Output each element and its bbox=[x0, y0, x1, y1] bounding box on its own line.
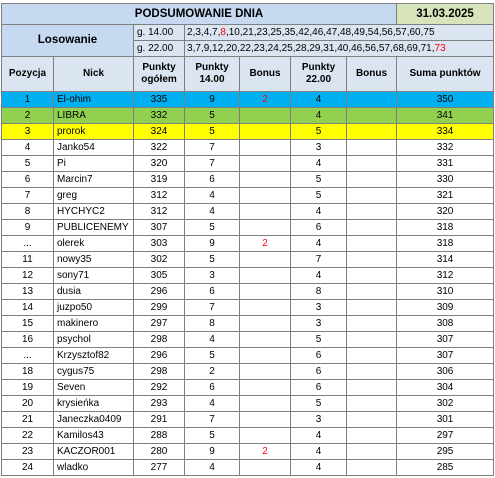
bonus-1400-cell bbox=[240, 300, 291, 316]
sum-points-cell: 307 bbox=[397, 332, 494, 348]
draw-number: 60 bbox=[409, 27, 421, 38]
points-1400-cell: 5 bbox=[185, 220, 240, 236]
draw-time-2200: g. 22.00 bbox=[134, 41, 185, 57]
table-row bbox=[2, 252, 494, 268]
col-header-total-points: Punkty ogółem bbox=[134, 57, 185, 92]
bonus-2200-cell bbox=[347, 268, 397, 284]
bonus-2200-cell bbox=[347, 140, 397, 156]
bonus-1400-cell bbox=[240, 348, 291, 364]
bonus-2200-cell bbox=[347, 348, 397, 364]
sum-points-cell: 295 bbox=[397, 444, 494, 460]
position-cell: 15 bbox=[2, 316, 54, 332]
bonus-2200-cell bbox=[347, 460, 397, 476]
table-row bbox=[2, 268, 494, 284]
bonus-1400-cell bbox=[240, 220, 291, 236]
table-row bbox=[2, 220, 494, 236]
nick-cell: dusia bbox=[54, 284, 134, 300]
bonus-1400-cell bbox=[240, 332, 291, 348]
points-2200-cell: 4 bbox=[291, 204, 347, 220]
position-cell: 2 bbox=[2, 108, 54, 124]
bonus-1400-cell bbox=[240, 140, 291, 156]
table-row bbox=[2, 348, 494, 364]
position-cell: 5 bbox=[2, 156, 54, 172]
bonus-1400-cell bbox=[240, 380, 291, 396]
points-2200-cell: 4 bbox=[291, 92, 347, 108]
sum-points-cell: 285 bbox=[397, 460, 494, 476]
draw-number: 3 bbox=[195, 27, 201, 38]
draw-number: 25 bbox=[281, 43, 293, 54]
position-cell: 7 bbox=[2, 188, 54, 204]
sum-points-cell: 318 bbox=[397, 236, 494, 252]
bonus-1400-cell: 2 bbox=[240, 92, 291, 108]
points-1400-cell: 4 bbox=[185, 332, 240, 348]
bonus-2200-cell bbox=[347, 108, 397, 124]
draw-time-1400: g. 14.00 bbox=[134, 25, 185, 41]
sum-points-cell: 307 bbox=[397, 348, 494, 364]
points-2200-cell: 4 bbox=[291, 268, 347, 284]
total-points-cell: 303 bbox=[134, 236, 185, 252]
points-2200-cell: 3 bbox=[291, 316, 347, 332]
draw-number: 47 bbox=[326, 27, 338, 38]
draw-number: 3 bbox=[187, 43, 193, 54]
position-cell: 4 bbox=[2, 140, 54, 156]
points-1400-cell: 5 bbox=[185, 428, 240, 444]
table-row bbox=[2, 236, 494, 252]
points-2200-cell: 7 bbox=[291, 252, 347, 268]
total-points-cell: 296 bbox=[134, 284, 185, 300]
position-cell: 3 bbox=[2, 124, 54, 140]
points-2200-cell: 3 bbox=[291, 300, 347, 316]
points-2200-cell: 5 bbox=[291, 124, 347, 140]
sum-points-cell: 314 bbox=[397, 252, 494, 268]
nick-cell: makinero bbox=[54, 316, 134, 332]
points-1400-cell: 5 bbox=[185, 124, 240, 140]
draw-number: 46 bbox=[312, 27, 324, 38]
table-row bbox=[2, 316, 494, 332]
table-row bbox=[2, 300, 494, 316]
position-cell: 18 bbox=[2, 364, 54, 380]
col-header-position: Pozycja bbox=[2, 57, 54, 92]
nick-cell: wladko bbox=[54, 460, 134, 476]
bonus-1400-cell bbox=[240, 124, 291, 140]
draw-number: 7 bbox=[212, 27, 218, 38]
nick-cell: Pi bbox=[54, 156, 134, 172]
col-header-nick: Nick bbox=[54, 57, 134, 92]
total-points-cell: 288 bbox=[134, 428, 185, 444]
draw-number: 40 bbox=[337, 43, 349, 54]
nick-cell: sony71 bbox=[54, 268, 134, 284]
bonus-2200-cell bbox=[347, 188, 397, 204]
total-points-cell: 292 bbox=[134, 380, 185, 396]
bonus-2200-cell bbox=[347, 92, 397, 108]
nick-cell: juzpo50 bbox=[54, 300, 134, 316]
points-1400-cell: 7 bbox=[185, 140, 240, 156]
points-1400-cell: 4 bbox=[185, 460, 240, 476]
points-2200-cell: 4 bbox=[291, 236, 347, 252]
points-1400-cell: 7 bbox=[185, 300, 240, 316]
bonus-1400-cell: 2 bbox=[240, 444, 291, 460]
bonus-2200-cell bbox=[347, 252, 397, 268]
points-1400-cell: 7 bbox=[185, 156, 240, 172]
total-points-cell: 299 bbox=[134, 300, 185, 316]
table-row bbox=[2, 364, 494, 380]
draw-number: 28 bbox=[295, 43, 307, 54]
points-2200-cell: 5 bbox=[291, 172, 347, 188]
draw-number: 23 bbox=[253, 43, 265, 54]
bonus-1400-cell bbox=[240, 284, 291, 300]
draw-number: 49 bbox=[353, 27, 365, 38]
sum-points-cell: 321 bbox=[397, 188, 494, 204]
points-2200-cell: 4 bbox=[291, 108, 347, 124]
bonus-1400-cell bbox=[240, 396, 291, 412]
position-cell: 16 bbox=[2, 332, 54, 348]
bonus-1400-cell bbox=[240, 204, 291, 220]
sum-points-cell: 332 bbox=[397, 140, 494, 156]
points-2200-cell: 5 bbox=[291, 332, 347, 348]
total-points-cell: 302 bbox=[134, 252, 185, 268]
bonus-1400-cell bbox=[240, 252, 291, 268]
bonus-1400-cell bbox=[240, 268, 291, 284]
total-points-cell: 312 bbox=[134, 188, 185, 204]
points-2200-cell: 4 bbox=[291, 460, 347, 476]
position-cell: 11 bbox=[2, 252, 54, 268]
points-1400-cell: 5 bbox=[185, 252, 240, 268]
total-points-cell: 307 bbox=[134, 220, 185, 236]
points-1400-cell: 7 bbox=[185, 412, 240, 428]
col-header-points-1400: Punkty 14.00 bbox=[185, 57, 240, 92]
table-row bbox=[2, 444, 494, 460]
draw-number: 7 bbox=[195, 43, 201, 54]
position-cell: 24 bbox=[2, 460, 54, 476]
bonus-2200-cell bbox=[347, 396, 397, 412]
draw-number: 73 bbox=[434, 43, 446, 54]
nick-cell: El-ohim bbox=[54, 92, 134, 108]
draw-number: 71 bbox=[420, 43, 432, 54]
points-2200-cell: 4 bbox=[291, 156, 347, 172]
nick-cell: Seven bbox=[54, 380, 134, 396]
points-1400-cell: 4 bbox=[185, 396, 240, 412]
draw-number: 8 bbox=[220, 27, 226, 38]
table-row bbox=[2, 172, 494, 188]
report-date: 31.03.2025 bbox=[397, 4, 494, 25]
draw-number: 12 bbox=[212, 43, 224, 54]
total-points-cell: 324 bbox=[134, 124, 185, 140]
draw-numbers-1400: 2,3,4,7,8,10,21,23,25,35,42,46,47,48,49,54,56,57,60,75 bbox=[185, 25, 494, 41]
points-1400-cell: 4 bbox=[185, 188, 240, 204]
bonus-2200-cell bbox=[347, 364, 397, 380]
bonus-2200-cell bbox=[347, 124, 397, 140]
sum-points-cell: 310 bbox=[397, 284, 494, 300]
table-row bbox=[2, 156, 494, 172]
nick-cell: psychol bbox=[54, 332, 134, 348]
sum-points-cell: 309 bbox=[397, 300, 494, 316]
table-row bbox=[2, 140, 494, 156]
nick-cell: Kamilos43 bbox=[54, 428, 134, 444]
points-2200-cell: 3 bbox=[291, 140, 347, 156]
sum-points-cell: 350 bbox=[397, 92, 494, 108]
draw-number: 69 bbox=[406, 43, 418, 54]
sum-points-cell: 334 bbox=[397, 124, 494, 140]
position-cell: 9 bbox=[2, 220, 54, 236]
total-points-cell: 322 bbox=[134, 140, 185, 156]
draw-number: 20 bbox=[225, 43, 238, 54]
sum-points-cell: 297 bbox=[397, 428, 494, 444]
position-cell: 13 bbox=[2, 284, 54, 300]
points-2200-cell: 6 bbox=[291, 380, 347, 396]
points-1400-cell: 6 bbox=[185, 284, 240, 300]
table-row bbox=[2, 380, 494, 396]
nick-cell: Janeczka0409 bbox=[54, 412, 134, 428]
position-cell: 14 bbox=[2, 300, 54, 316]
table-row bbox=[2, 204, 494, 220]
points-2200-cell: 8 bbox=[291, 284, 347, 300]
bonus-2200-cell bbox=[347, 300, 397, 316]
bonus-2200-cell bbox=[347, 236, 397, 252]
nick-cell: cygus75 bbox=[54, 364, 134, 380]
points-2200-cell: 6 bbox=[291, 364, 347, 380]
position-cell: 22 bbox=[2, 428, 54, 444]
draw-number: 22 bbox=[239, 43, 251, 54]
bonus-2200-cell bbox=[347, 220, 397, 236]
position-cell: 23 bbox=[2, 444, 54, 460]
bonus-2200-cell bbox=[347, 172, 397, 188]
points-2200-cell: 5 bbox=[291, 396, 347, 412]
total-points-cell: 297 bbox=[134, 316, 185, 332]
table-row bbox=[2, 124, 494, 140]
col-header-bonus-2200: Bonus bbox=[347, 57, 397, 92]
nick-cell: Janko54 bbox=[54, 140, 134, 156]
sum-points-cell: 341 bbox=[397, 108, 494, 124]
sum-points-cell: 304 bbox=[397, 380, 494, 396]
nick-cell: prorok bbox=[54, 124, 134, 140]
sum-points-cell: 302 bbox=[397, 396, 494, 412]
bonus-2200-cell bbox=[347, 380, 397, 396]
draw-number: 56 bbox=[365, 43, 377, 54]
bonus-1400-cell bbox=[240, 316, 291, 332]
nick-cell: nowy35 bbox=[54, 252, 134, 268]
points-2200-cell: 6 bbox=[291, 348, 347, 364]
bonus-1400-cell bbox=[240, 460, 291, 476]
points-2200-cell: 5 bbox=[291, 188, 347, 204]
total-points-cell: 293 bbox=[134, 396, 185, 412]
total-points-cell: 291 bbox=[134, 412, 185, 428]
table-row bbox=[2, 428, 494, 444]
position-cell: 8 bbox=[2, 204, 54, 220]
points-1400-cell: 2 bbox=[185, 364, 240, 380]
nick-cell: HYCHYC2 bbox=[54, 204, 134, 220]
draw-number: 57 bbox=[395, 27, 407, 38]
points-2200-cell: 4 bbox=[291, 444, 347, 460]
nick-cell: KACZOR001 bbox=[54, 444, 134, 460]
sum-points-cell: 320 bbox=[397, 204, 494, 220]
bonus-2200-cell bbox=[347, 316, 397, 332]
nick-cell: krysieńka bbox=[54, 396, 134, 412]
points-1400-cell: 6 bbox=[185, 172, 240, 188]
nick-cell: Krzysztof82 bbox=[54, 348, 134, 364]
draw-number: 46 bbox=[351, 43, 363, 54]
column-header-row bbox=[2, 57, 494, 92]
draw-number: 31 bbox=[323, 43, 335, 54]
draw-number: 75 bbox=[423, 27, 435, 38]
bonus-1400-cell bbox=[240, 156, 291, 172]
sum-points-cell: 306 bbox=[397, 364, 494, 380]
position-cell: 12 bbox=[2, 268, 54, 284]
points-1400-cell: 6 bbox=[185, 380, 240, 396]
draw-number: 23 bbox=[256, 27, 268, 38]
bonus-2200-cell bbox=[347, 412, 397, 428]
table-row bbox=[2, 412, 494, 428]
table-row bbox=[2, 108, 494, 124]
draw-number: 56 bbox=[381, 27, 393, 38]
draw-numbers-2200: 3,7,9,12,20,22,23,24,25,28,29,31,40,46,56,57,68,69,71,73 bbox=[185, 41, 494, 57]
draw-number: 68 bbox=[392, 43, 404, 54]
total-points-cell: 298 bbox=[134, 332, 185, 348]
table-row bbox=[2, 396, 494, 412]
bonus-1400-cell bbox=[240, 428, 291, 444]
bonus-1400-cell bbox=[240, 412, 291, 428]
bonus-2200-cell bbox=[347, 156, 397, 172]
summary-table bbox=[1, 3, 494, 476]
points-2200-cell: 4 bbox=[291, 428, 347, 444]
table-row bbox=[2, 284, 494, 300]
total-points-cell: 335 bbox=[134, 92, 185, 108]
total-points-cell: 312 bbox=[134, 204, 185, 220]
col-header-sum-points: Suma punktów bbox=[397, 57, 494, 92]
points-1400-cell: 9 bbox=[185, 236, 240, 252]
nick-cell: PUBLICENEMY bbox=[54, 220, 134, 236]
sum-points-cell: 331 bbox=[397, 156, 494, 172]
bonus-2200-cell bbox=[347, 428, 397, 444]
draw-number: 54 bbox=[367, 27, 379, 38]
total-points-cell: 320 bbox=[134, 156, 185, 172]
bonus-2200-cell bbox=[347, 444, 397, 460]
draw-number: 25 bbox=[270, 27, 282, 38]
draw-number: 4 bbox=[203, 27, 210, 38]
position-cell: ... bbox=[2, 348, 54, 364]
sum-points-cell: 330 bbox=[397, 172, 494, 188]
bonus-1400-cell bbox=[240, 364, 291, 380]
draw-number: 29 bbox=[309, 43, 321, 54]
bonus-2200-cell bbox=[347, 204, 397, 220]
draw-number: 9 bbox=[203, 43, 210, 54]
points-1400-cell: 8 bbox=[185, 316, 240, 332]
points-1400-cell: 9 bbox=[185, 444, 240, 460]
position-cell: 6 bbox=[2, 172, 54, 188]
col-header-bonus-1400: Bonus bbox=[240, 57, 291, 92]
bonus-1400-cell: 2 bbox=[240, 236, 291, 252]
draw-number: 10 bbox=[228, 27, 240, 38]
total-points-cell: 298 bbox=[134, 364, 185, 380]
bonus-2200-cell bbox=[347, 332, 397, 348]
total-points-cell: 277 bbox=[134, 460, 185, 476]
col-header-points-2200: Punkty 22.00 bbox=[291, 57, 347, 92]
total-points-cell: 319 bbox=[134, 172, 185, 188]
table-row bbox=[2, 460, 494, 476]
points-1400-cell: 9 bbox=[185, 92, 240, 108]
draw-number: 35 bbox=[284, 27, 296, 38]
bonus-1400-cell bbox=[240, 188, 291, 204]
draw-number: 21 bbox=[242, 27, 254, 38]
draw-number: 24 bbox=[267, 43, 279, 54]
page-title: PODSUMOWANIE DNIA bbox=[2, 4, 397, 25]
sum-points-cell: 318 bbox=[397, 220, 494, 236]
nick-cell: greg bbox=[54, 188, 134, 204]
nick-cell: olerek bbox=[54, 236, 134, 252]
table-row bbox=[2, 188, 494, 204]
points-1400-cell: 4 bbox=[185, 204, 240, 220]
points-1400-cell: 5 bbox=[185, 108, 240, 124]
sum-points-cell: 308 bbox=[397, 316, 494, 332]
draw-number: 2 bbox=[187, 27, 193, 38]
nick-cell: LIBRA bbox=[54, 108, 134, 124]
points-1400-cell: 5 bbox=[185, 348, 240, 364]
position-cell: 19 bbox=[2, 380, 54, 396]
total-points-cell: 305 bbox=[134, 268, 185, 284]
total-points-cell: 280 bbox=[134, 444, 185, 460]
total-points-cell: 332 bbox=[134, 108, 185, 124]
draw-number: 42 bbox=[298, 27, 310, 38]
points-1400-cell: 3 bbox=[185, 268, 240, 284]
points-2200-cell: 3 bbox=[291, 412, 347, 428]
draw-number: 57 bbox=[378, 43, 391, 54]
table-row bbox=[2, 92, 494, 108]
table-row bbox=[2, 332, 494, 348]
sum-points-cell: 301 bbox=[397, 412, 494, 428]
position-cell: 21 bbox=[2, 412, 54, 428]
bonus-1400-cell bbox=[240, 108, 291, 124]
position-cell: 1 bbox=[2, 92, 54, 108]
total-points-cell: 296 bbox=[134, 348, 185, 364]
points-2200-cell: 6 bbox=[291, 220, 347, 236]
draw-label: Losowanie bbox=[2, 25, 134, 57]
bonus-1400-cell bbox=[240, 172, 291, 188]
sum-points-cell: 312 bbox=[397, 268, 494, 284]
draw-number: 48 bbox=[339, 27, 352, 38]
position-cell: ... bbox=[2, 236, 54, 252]
bonus-2200-cell bbox=[347, 284, 397, 300]
nick-cell: Marcin7 bbox=[54, 172, 134, 188]
position-cell: 20 bbox=[2, 396, 54, 412]
